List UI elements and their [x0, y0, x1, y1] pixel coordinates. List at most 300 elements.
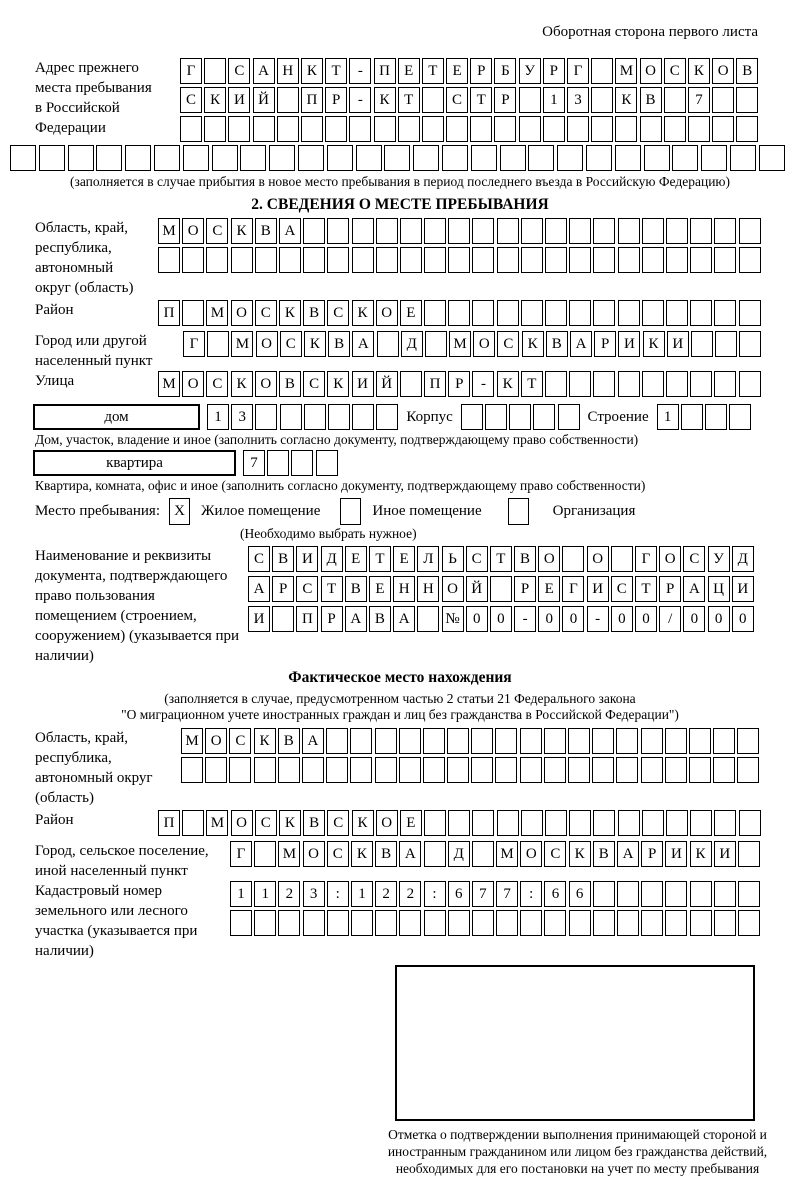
char-cell[interactable] [545, 218, 567, 244]
char-cell[interactable]: Е [398, 58, 420, 84]
char-cell[interactable]: К [688, 58, 710, 84]
char-cell[interactable] [278, 757, 300, 783]
char-cell[interactable] [593, 371, 615, 397]
char-cell[interactable] [158, 247, 180, 273]
char-cell[interactable] [759, 145, 785, 171]
char-cell[interactable] [640, 116, 662, 142]
checkbox-zhiloe-pomeshchenie[interactable]: X [169, 498, 190, 525]
char-cell[interactable]: В [546, 331, 568, 357]
char-cell[interactable]: 0 [708, 606, 730, 632]
char-cell[interactable] [240, 145, 266, 171]
char-cell[interactable]: : [327, 881, 349, 907]
char-cell[interactable]: П [158, 300, 180, 326]
char-cell[interactable] [400, 247, 422, 273]
char-cell[interactable] [519, 87, 541, 113]
char-cell[interactable]: С [206, 218, 228, 244]
char-cell[interactable]: И [228, 87, 250, 113]
char-cell[interactable] [495, 757, 517, 783]
char-cell[interactable] [618, 810, 640, 836]
char-cell[interactable] [423, 757, 445, 783]
char-cell[interactable] [642, 810, 664, 836]
char-cell[interactable] [384, 145, 410, 171]
char-cell[interactable] [181, 757, 203, 783]
char-cell[interactable] [182, 247, 204, 273]
char-cell[interactable]: 0 [683, 606, 705, 632]
char-cell[interactable]: К [304, 331, 326, 357]
char-cell[interactable]: К [327, 371, 349, 397]
char-cell[interactable]: С [327, 300, 349, 326]
char-cell[interactable]: 1 [351, 881, 373, 907]
char-cell[interactable]: П [424, 371, 446, 397]
char-cell[interactable] [616, 757, 638, 783]
char-cell[interactable]: С [327, 841, 349, 867]
char-cell[interactable]: Т [470, 87, 492, 113]
char-cell[interactable] [207, 331, 229, 357]
char-cell[interactable] [277, 87, 299, 113]
char-cell[interactable] [713, 728, 735, 754]
char-cell[interactable]: М [181, 728, 203, 754]
char-cell[interactable]: В [278, 728, 300, 754]
char-cell[interactable]: С [611, 576, 633, 602]
char-cell[interactable]: Д [732, 546, 754, 572]
char-cell[interactable] [569, 247, 591, 273]
char-cell[interactable] [424, 841, 446, 867]
char-cell[interactable] [10, 145, 36, 171]
char-cell[interactable] [567, 116, 589, 142]
char-cell[interactable]: С [255, 300, 277, 326]
char-cell[interactable] [485, 404, 507, 430]
char-cell[interactable] [593, 300, 615, 326]
char-cell[interactable]: С [466, 546, 488, 572]
char-cell[interactable] [714, 881, 736, 907]
char-cell[interactable] [665, 728, 687, 754]
char-cell[interactable]: Р [325, 87, 347, 113]
char-cell[interactable] [617, 881, 639, 907]
char-cell[interactable] [616, 728, 638, 754]
char-cell[interactable] [642, 300, 664, 326]
char-cell[interactable]: К [643, 331, 665, 357]
char-cell[interactable] [180, 116, 202, 142]
char-cell[interactable]: Г [230, 841, 252, 867]
char-cell[interactable]: С [206, 371, 228, 397]
char-cell[interactable]: В [736, 58, 758, 84]
char-cell[interactable] [714, 247, 736, 273]
char-cell[interactable]: : [520, 881, 542, 907]
char-cell[interactable] [204, 116, 226, 142]
char-cell[interactable]: П [296, 606, 318, 632]
char-cell[interactable] [255, 247, 277, 273]
char-cell[interactable]: О [255, 371, 277, 397]
char-cell[interactable] [356, 145, 382, 171]
char-cell[interactable] [591, 116, 613, 142]
char-cell[interactable]: - [587, 606, 609, 632]
char-cell[interactable]: Г [562, 576, 584, 602]
char-cell[interactable] [352, 404, 374, 430]
char-cell[interactable]: А [345, 606, 367, 632]
char-cell[interactable] [327, 145, 353, 171]
char-cell[interactable] [291, 450, 313, 476]
char-cell[interactable]: И [587, 576, 609, 602]
char-cell[interactable] [304, 404, 326, 430]
char-cell[interactable] [400, 218, 422, 244]
char-cell[interactable]: 0 [466, 606, 488, 632]
char-cell[interactable] [375, 728, 397, 754]
char-cell[interactable]: Е [538, 576, 560, 602]
char-cell[interactable]: О [712, 58, 734, 84]
char-cell[interactable] [520, 757, 542, 783]
char-cell[interactable] [472, 910, 494, 936]
char-cell[interactable]: 6 [448, 881, 470, 907]
char-cell[interactable] [471, 728, 493, 754]
char-cell[interactable] [642, 371, 664, 397]
char-cell[interactable] [641, 757, 663, 783]
char-cell[interactable] [423, 728, 445, 754]
char-cell[interactable] [618, 371, 640, 397]
char-cell[interactable]: / [659, 606, 681, 632]
char-cell[interactable]: М [615, 58, 637, 84]
char-cell[interactable] [691, 331, 713, 357]
char-cell[interactable]: П [301, 87, 323, 113]
char-cell[interactable] [349, 116, 371, 142]
char-cell[interactable] [254, 841, 276, 867]
char-cell[interactable] [448, 910, 470, 936]
char-cell[interactable] [461, 404, 483, 430]
char-cell[interactable] [417, 606, 439, 632]
char-cell[interactable] [611, 546, 633, 572]
char-cell[interactable] [688, 116, 710, 142]
char-cell[interactable]: 0 [635, 606, 657, 632]
char-cell[interactable] [736, 116, 758, 142]
char-cell[interactable]: В [328, 331, 350, 357]
char-cell[interactable] [701, 145, 727, 171]
char-cell[interactable]: И [667, 331, 689, 357]
char-cell[interactable]: О [182, 218, 204, 244]
char-cell[interactable]: 3 [567, 87, 589, 113]
char-cell[interactable] [424, 247, 446, 273]
char-cell[interactable] [665, 910, 687, 936]
char-cell[interactable] [557, 145, 583, 171]
char-cell[interactable]: - [349, 87, 371, 113]
char-cell[interactable]: 1 [254, 881, 276, 907]
char-cell[interactable]: А [393, 606, 415, 632]
char-cell[interactable]: К [374, 87, 396, 113]
char-cell[interactable]: О [231, 300, 253, 326]
char-cell[interactable]: - [514, 606, 536, 632]
char-cell[interactable] [472, 810, 494, 836]
char-cell[interactable]: Е [345, 546, 367, 572]
char-cell[interactable]: А [352, 331, 374, 357]
char-cell[interactable] [665, 881, 687, 907]
char-cell[interactable]: П [374, 58, 396, 84]
char-cell[interactable] [666, 218, 688, 244]
char-cell[interactable] [448, 218, 470, 244]
char-cell[interactable] [569, 371, 591, 397]
char-cell[interactable]: М [206, 810, 228, 836]
char-cell[interactable] [666, 810, 688, 836]
char-cell[interactable] [521, 810, 543, 836]
char-cell[interactable] [472, 247, 494, 273]
char-cell[interactable]: Р [543, 58, 565, 84]
char-cell[interactable]: : [424, 881, 446, 907]
char-cell[interactable] [400, 371, 422, 397]
char-cell[interactable] [690, 810, 712, 836]
char-cell[interactable] [714, 218, 736, 244]
char-cell[interactable] [183, 145, 209, 171]
char-cell[interactable] [618, 218, 640, 244]
char-cell[interactable]: Е [400, 810, 422, 836]
char-cell[interactable] [569, 218, 591, 244]
char-cell[interactable]: К [231, 218, 253, 244]
char-cell[interactable]: П [158, 810, 180, 836]
char-cell[interactable]: В [272, 546, 294, 572]
char-cell[interactable] [690, 371, 712, 397]
char-cell[interactable] [377, 331, 399, 357]
char-cell[interactable] [204, 58, 226, 84]
char-cell[interactable] [376, 218, 398, 244]
char-cell[interactable]: К [231, 371, 253, 397]
char-cell[interactable] [316, 450, 338, 476]
char-cell[interactable]: Ь [442, 546, 464, 572]
char-cell[interactable]: Р [448, 371, 470, 397]
char-cell[interactable]: А [253, 58, 275, 84]
char-cell[interactable] [641, 728, 663, 754]
char-cell[interactable]: Г [567, 58, 589, 84]
char-cell[interactable] [739, 331, 761, 357]
char-cell[interactable]: О [659, 546, 681, 572]
char-cell[interactable]: Д [448, 841, 470, 867]
char-cell[interactable]: 7 [243, 450, 265, 476]
char-cell[interactable]: Л [417, 546, 439, 572]
char-cell[interactable]: М [231, 331, 253, 357]
char-cell[interactable] [327, 218, 349, 244]
char-cell[interactable] [495, 728, 517, 754]
char-cell[interactable] [569, 300, 591, 326]
char-cell[interactable]: 3 [303, 881, 325, 907]
char-cell[interactable] [714, 300, 736, 326]
char-cell[interactable] [738, 881, 760, 907]
char-cell[interactable]: Г [183, 331, 205, 357]
char-cell[interactable]: Р [594, 331, 616, 357]
char-cell[interactable]: А [399, 841, 421, 867]
char-cell[interactable] [325, 116, 347, 142]
char-cell[interactable]: К [569, 841, 591, 867]
char-cell[interactable] [521, 247, 543, 273]
char-cell[interactable]: В [593, 841, 615, 867]
char-cell[interactable] [520, 728, 542, 754]
char-cell[interactable]: - [472, 371, 494, 397]
char-cell[interactable] [350, 757, 372, 783]
char-cell[interactable] [672, 145, 698, 171]
char-cell[interactable] [520, 910, 542, 936]
char-cell[interactable]: С [296, 576, 318, 602]
char-cell[interactable] [641, 881, 663, 907]
char-cell[interactable]: О [587, 546, 609, 572]
char-cell[interactable]: 2 [399, 881, 421, 907]
char-cell[interactable] [229, 757, 251, 783]
char-cell[interactable]: У [519, 58, 541, 84]
char-cell[interactable]: О [640, 58, 662, 84]
char-cell[interactable] [519, 116, 541, 142]
char-cell[interactable] [326, 757, 348, 783]
char-cell[interactable] [472, 841, 494, 867]
char-cell[interactable] [298, 145, 324, 171]
char-cell[interactable]: 0 [562, 606, 584, 632]
char-cell[interactable] [738, 841, 760, 867]
char-cell[interactable]: К [690, 841, 712, 867]
char-cell[interactable] [376, 404, 398, 430]
char-cell[interactable]: М [496, 841, 518, 867]
char-cell[interactable]: У [708, 546, 730, 572]
char-cell[interactable]: С [248, 546, 270, 572]
char-cell[interactable] [253, 116, 275, 142]
char-cell[interactable] [399, 728, 421, 754]
char-cell[interactable]: С [683, 546, 705, 572]
char-cell[interactable]: 6 [569, 881, 591, 907]
char-cell[interactable] [267, 450, 289, 476]
char-cell[interactable] [729, 404, 751, 430]
checkbox-organizatsiya[interactable] [508, 498, 529, 525]
char-cell[interactable] [739, 810, 761, 836]
char-cell[interactable] [615, 116, 637, 142]
char-cell[interactable]: М [206, 300, 228, 326]
char-cell[interactable] [690, 300, 712, 326]
char-cell[interactable]: Б [494, 58, 516, 84]
char-cell[interactable]: С [544, 841, 566, 867]
char-cell[interactable]: С [327, 810, 349, 836]
char-cell[interactable]: Г [635, 546, 657, 572]
char-cell[interactable] [425, 331, 447, 357]
char-cell[interactable]: - [349, 58, 371, 84]
char-cell[interactable] [39, 145, 65, 171]
char-cell[interactable]: В [345, 576, 367, 602]
char-cell[interactable]: Р [641, 841, 663, 867]
char-cell[interactable]: 1 [207, 404, 229, 430]
char-cell[interactable]: В [255, 218, 277, 244]
char-cell[interactable] [206, 247, 228, 273]
char-cell[interactable] [472, 218, 494, 244]
char-cell[interactable] [228, 116, 250, 142]
char-cell[interactable] [665, 757, 687, 783]
char-cell[interactable]: 6 [544, 881, 566, 907]
char-cell[interactable] [351, 910, 373, 936]
char-cell[interactable]: Й [376, 371, 398, 397]
char-cell[interactable] [521, 300, 543, 326]
char-cell[interactable] [690, 218, 712, 244]
char-cell[interactable] [327, 910, 349, 936]
char-cell[interactable]: 1 [543, 87, 565, 113]
char-cell[interactable]: Т [635, 576, 657, 602]
char-cell[interactable] [714, 810, 736, 836]
char-cell[interactable] [737, 728, 759, 754]
char-cell[interactable] [154, 145, 180, 171]
char-cell[interactable]: Д [321, 546, 343, 572]
char-cell[interactable] [690, 881, 712, 907]
char-cell[interactable] [182, 300, 204, 326]
char-cell[interactable]: Т [398, 87, 420, 113]
char-cell[interactable] [182, 810, 204, 836]
char-cell[interactable]: Н [393, 576, 415, 602]
char-cell[interactable]: К [301, 58, 323, 84]
char-cell[interactable]: Е [400, 300, 422, 326]
char-cell[interactable] [422, 87, 444, 113]
char-cell[interactable] [68, 145, 94, 171]
char-cell[interactable] [681, 404, 703, 430]
char-cell[interactable] [737, 757, 759, 783]
char-cell[interactable] [471, 757, 493, 783]
char-cell[interactable] [689, 728, 711, 754]
char-cell[interactable] [545, 300, 567, 326]
char-cell[interactable]: Р [272, 576, 294, 602]
char-cell[interactable] [255, 404, 277, 430]
char-cell[interactable]: 3 [231, 404, 253, 430]
char-cell[interactable]: 1 [230, 881, 252, 907]
char-cell[interactable] [327, 247, 349, 273]
char-cell[interactable]: М [278, 841, 300, 867]
char-cell[interactable]: И [248, 606, 270, 632]
char-cell[interactable] [326, 728, 348, 754]
char-cell[interactable] [125, 145, 151, 171]
char-cell[interactable] [424, 910, 446, 936]
char-cell[interactable] [562, 546, 584, 572]
char-cell[interactable] [497, 247, 519, 273]
char-cell[interactable] [712, 116, 734, 142]
char-cell[interactable] [730, 145, 756, 171]
char-cell[interactable]: Т [521, 371, 543, 397]
char-cell[interactable] [738, 910, 760, 936]
char-cell[interactable]: 0 [538, 606, 560, 632]
char-cell[interactable] [413, 145, 439, 171]
char-cell[interactable]: И [618, 331, 640, 357]
char-cell[interactable]: 0 [732, 606, 754, 632]
char-cell[interactable]: К [352, 810, 374, 836]
char-cell[interactable]: Ц [708, 576, 730, 602]
char-cell[interactable] [618, 247, 640, 273]
char-cell[interactable]: А [248, 576, 270, 602]
char-cell[interactable] [448, 810, 470, 836]
char-cell[interactable] [666, 247, 688, 273]
char-cell[interactable]: К [522, 331, 544, 357]
char-cell[interactable] [231, 247, 253, 273]
char-cell[interactable]: И [296, 546, 318, 572]
char-cell[interactable] [568, 728, 590, 754]
char-cell[interactable]: М [158, 218, 180, 244]
char-cell[interactable] [689, 757, 711, 783]
char-cell[interactable] [497, 300, 519, 326]
char-cell[interactable]: О [256, 331, 278, 357]
checkbox-inoe-pomeshchenie[interactable] [340, 498, 361, 525]
char-cell[interactable]: К [279, 810, 301, 836]
char-cell[interactable]: О [376, 810, 398, 836]
char-cell[interactable] [666, 371, 688, 397]
char-cell[interactable]: Н [417, 576, 439, 602]
char-cell[interactable]: В [640, 87, 662, 113]
char-cell[interactable]: С [303, 371, 325, 397]
char-cell[interactable] [713, 757, 735, 783]
char-cell[interactable] [254, 910, 276, 936]
char-cell[interactable] [448, 247, 470, 273]
char-cell[interactable] [328, 404, 350, 430]
char-cell[interactable]: А [617, 841, 639, 867]
char-cell[interactable] [212, 145, 238, 171]
char-cell[interactable] [544, 910, 566, 936]
char-cell[interactable] [664, 87, 686, 113]
char-cell[interactable] [497, 218, 519, 244]
char-cell[interactable] [642, 218, 664, 244]
char-cell[interactable] [690, 910, 712, 936]
char-cell[interactable] [350, 728, 372, 754]
char-cell[interactable]: О [538, 546, 560, 572]
char-cell[interactable]: Т [321, 576, 343, 602]
